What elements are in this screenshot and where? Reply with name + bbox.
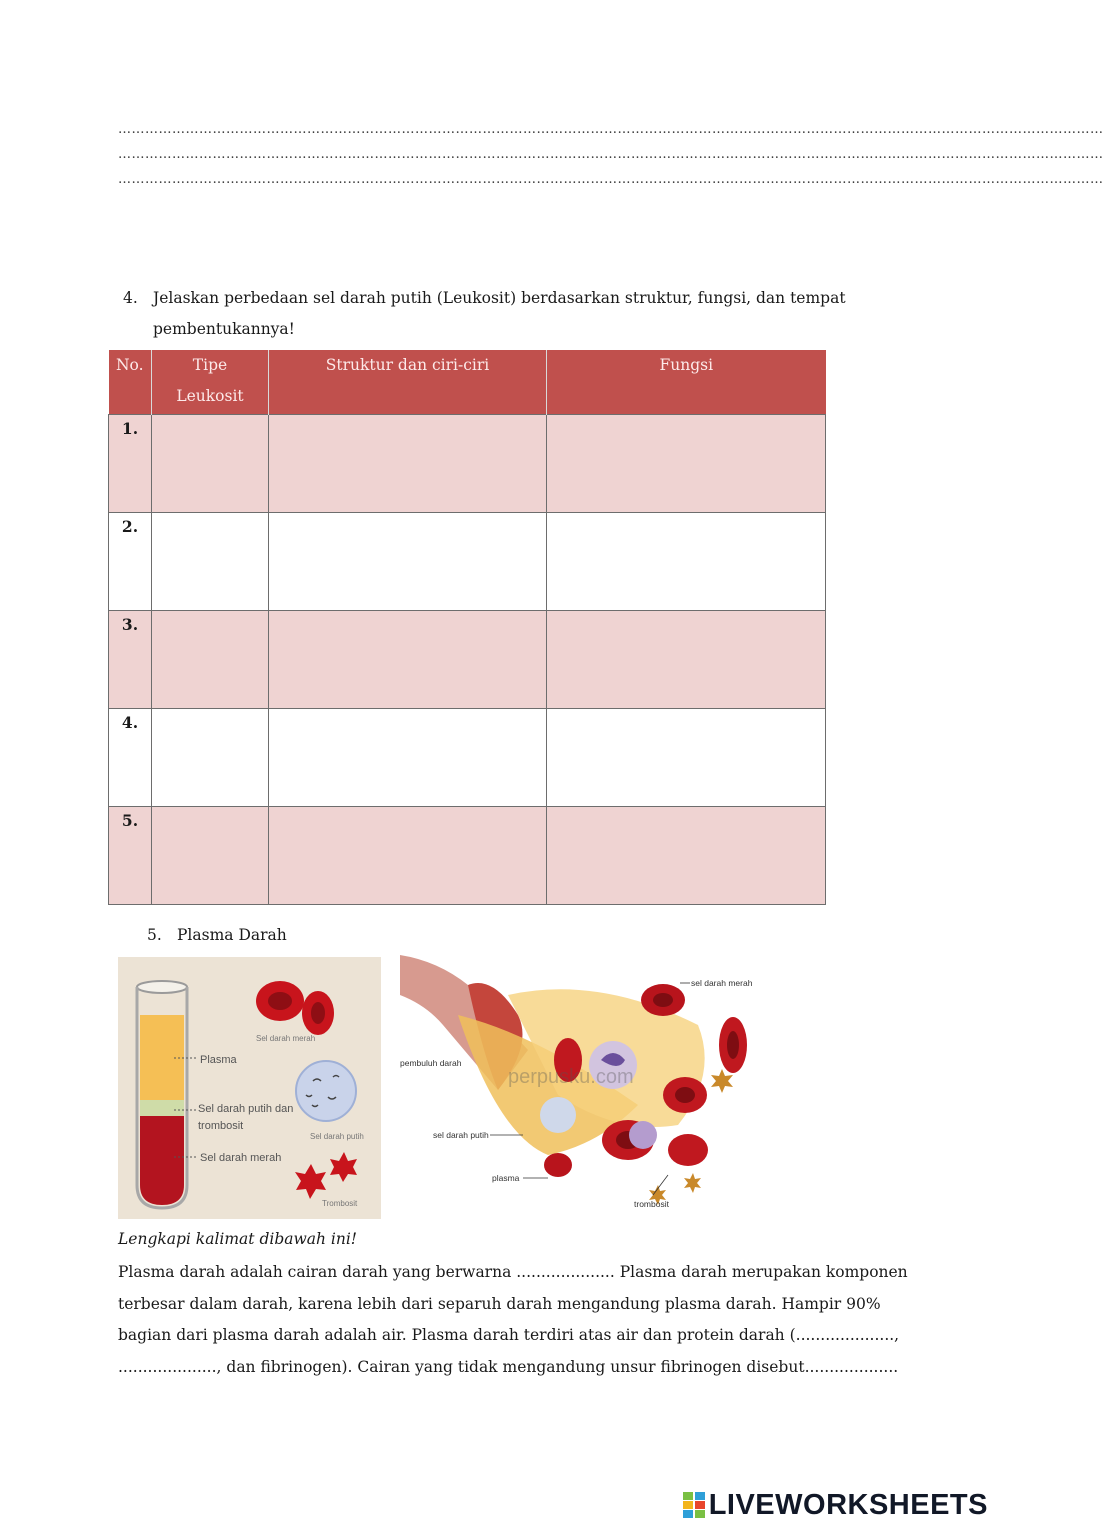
liveworksheets-logo: [683, 1490, 988, 1520]
header-structure: Struktur dan ciri-ciri: [269, 350, 547, 415]
function-cell[interactable]: [547, 807, 826, 905]
liveworksheets-logo-icon: [683, 1492, 705, 1518]
paragraph-line: Plasma darah adalah cairan darah yang berwarna .................... Plasma darah merupakan komponen: [118, 1263, 908, 1281]
type-cell[interactable]: [152, 513, 269, 611]
white-blood-cell-icon: [296, 1061, 356, 1121]
vessel-label: pembuluh darah: [400, 1058, 462, 1068]
row-number: 4.: [109, 709, 152, 807]
red-cells-label: Sel darah merah: [200, 1152, 282, 1164]
structure-cell[interactable]: [269, 807, 547, 905]
white-cells-label-2: trombosit: [198, 1120, 244, 1132]
type-cell[interactable]: [152, 807, 269, 905]
header-type: [152, 350, 269, 415]
wbc-caption: Sel darah putih: [310, 1132, 364, 1141]
red-cells-label: sel darah merah: [691, 978, 753, 988]
blood-vessel-figure: [398, 955, 760, 1213]
function-cell[interactable]: [547, 415, 826, 513]
table-row: [109, 415, 826, 513]
type-cell[interactable]: [152, 415, 269, 513]
instruction-text: Lengkapi kalimat dibawah ini!: [118, 1230, 358, 1248]
question-number: 4.: [123, 289, 138, 307]
structure-cell[interactable]: [269, 611, 547, 709]
paragraph-line: terbesar dalam darah, karena lebih dari separuh darah mengandung plasma darah. Hampir 90%: [118, 1294, 881, 1313]
platelet-caption: Trombosit: [322, 1199, 358, 1208]
platelet-label: trombosit: [634, 1199, 669, 1209]
rbc-caption: Sel darah merah: [256, 1034, 316, 1043]
row-number: 5.: [109, 807, 152, 905]
white-cells-label: sel darah putih: [433, 1130, 489, 1140]
plasma-label: Plasma: [200, 1054, 237, 1066]
question-text: [153, 283, 846, 345]
answer-line[interactable]: …………………………………………………………………………………………………………………………………………………………………………………………………: [118, 172, 1104, 187]
paragraph-line: bagian dari plasma darah adalah air. Plasma darah terdiri atas air dan protein darah (....................,: [118, 1326, 900, 1344]
blood-tube-figure: [118, 957, 381, 1219]
logo-text: LIVEWORKSHEETS: [708, 1488, 988, 1521]
question-text-line: pembentukannya!: [153, 320, 295, 338]
platelet-icon: [295, 1152, 357, 1199]
red-blood-cell-icon: [256, 981, 334, 1035]
function-cell[interactable]: [547, 611, 826, 709]
type-cell[interactable]: [152, 709, 269, 807]
leukocyte-table: [108, 350, 826, 905]
row-number: 3.: [109, 611, 152, 709]
fill-in-paragraph[interactable]: [118, 1257, 908, 1383]
table-row: [109, 513, 826, 611]
structure-cell[interactable]: [269, 709, 547, 807]
plasma-label: plasma: [492, 1173, 520, 1183]
table-row: [109, 709, 826, 807]
header-type-line: Leukosit: [176, 387, 244, 405]
question-text-line: Jelaskan perbedaan sel darah putih (Leukosit) berdasarkan struktur, fungsi, dan tempat: [153, 289, 846, 307]
structure-cell[interactable]: [269, 415, 547, 513]
test-tube-icon: [137, 981, 187, 1208]
function-cell[interactable]: [547, 513, 826, 611]
answer-line[interactable]: …………………………………………………………………………………………………………………………………………………………………………………………………: [118, 122, 1104, 137]
header-type-line: Tipe: [192, 356, 228, 374]
answer-line[interactable]: …………………………………………………………………………………………………………………………………………………………………………………………………: [118, 147, 1104, 162]
table-row: [109, 807, 826, 905]
white-cells-label-1: Sel darah putih dan: [198, 1103, 294, 1115]
structure-cell[interactable]: [269, 513, 547, 611]
table-header-row: [109, 350, 826, 415]
type-cell[interactable]: [152, 611, 269, 709]
row-number: 1.: [109, 415, 152, 513]
section-title: Plasma Darah: [177, 926, 287, 944]
table-row: [109, 611, 826, 709]
row-number: 2.: [109, 513, 152, 611]
watermark: perpusku.com: [508, 1066, 634, 1088]
function-cell[interactable]: [547, 709, 826, 807]
section-number: 5.: [147, 926, 162, 944]
header-no: No.: [109, 350, 152, 415]
paragraph-line: ...................., dan fibrinogen). Cairan yang tidak mengandung unsur fibrinogen disebut...................: [118, 1357, 899, 1376]
header-function: Fungsi: [547, 350, 826, 415]
